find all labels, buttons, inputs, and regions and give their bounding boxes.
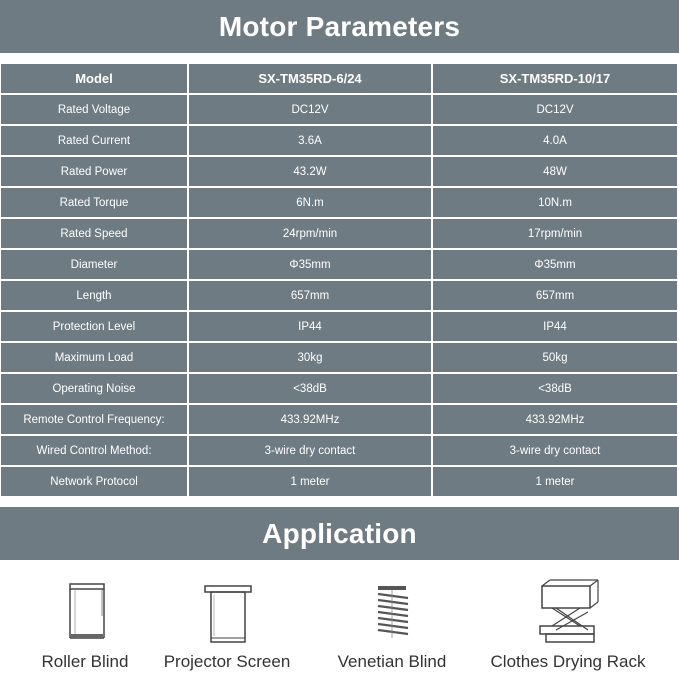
table-row <box>1 95 677 124</box>
table-row <box>1 312 677 341</box>
table-row <box>1 157 677 186</box>
application-label: Venetian Blind <box>337 652 447 671</box>
parameter-name-cell: Network Protocol <box>1 467 187 496</box>
header-cell-model: Model <box>1 64 187 93</box>
model-a-value-cell: 3.6A <box>189 126 431 155</box>
table-row <box>1 188 677 217</box>
table-row <box>1 374 677 403</box>
parameter-name-cell: Rated Current <box>1 126 187 155</box>
model-b-value-cell: 50kg <box>433 343 677 372</box>
model-b-value-cell: 1 meter <box>433 467 677 496</box>
model-a-value-cell: 657mm <box>189 281 431 310</box>
model-a-value-cell: <38dB <box>189 374 431 403</box>
model-a-value-cell: Φ35mm <box>189 250 431 279</box>
model-b-value-cell: DC12V <box>433 95 677 124</box>
application-label: Projector Screen <box>163 652 291 671</box>
model-b-value-cell: 433.92MHz <box>433 405 677 434</box>
model-a-value-cell: DC12V <box>189 95 431 124</box>
model-b-value-cell: 17rpm/min <box>433 219 677 248</box>
clothes-drying-rack-icon <box>483 576 653 648</box>
parameter-name-cell: Maximum Load <box>1 343 187 372</box>
parameter-name-cell: Diameter <box>1 250 187 279</box>
table-row <box>1 436 677 465</box>
table-row <box>1 126 677 155</box>
model-b-value-cell: 48W <box>433 157 677 186</box>
table-body <box>1 95 677 496</box>
parameter-name-cell: Rated Voltage <box>1 95 187 124</box>
header-cell-model-a: SX-TM35RD-6/24 <box>189 64 431 93</box>
application-item-projector-screen <box>142 570 312 674</box>
model-a-value-cell: 30kg <box>189 343 431 372</box>
application-item-venetian-blind <box>307 570 477 674</box>
table-row <box>1 281 677 310</box>
parameter-name-cell: Operating Noise <box>1 374 187 403</box>
table-row <box>1 343 677 372</box>
projector-screen-icon <box>142 576 312 648</box>
parameter-name-cell: Rated Speed <box>1 219 187 248</box>
table-row <box>1 219 677 248</box>
parameter-name-cell: Remote Control Frequency: <box>1 405 187 434</box>
model-b-value-cell: <38dB <box>433 374 677 403</box>
table-row <box>1 250 677 279</box>
header-cell-model-b: SX-TM35RD-10/17 <box>433 64 677 93</box>
application-list <box>0 570 679 674</box>
model-b-value-cell: 3-wire dry contact <box>433 436 677 465</box>
parameter-name-cell: Rated Torque <box>1 188 187 217</box>
model-a-value-cell: 6N.m <box>189 188 431 217</box>
application-item-clothes-drying-rack <box>483 570 653 674</box>
table-row <box>1 405 677 434</box>
parameter-name-cell: Wired Control Method: <box>1 436 187 465</box>
model-a-value-cell: 1 meter <box>189 467 431 496</box>
model-b-value-cell: 4.0A <box>433 126 677 155</box>
application-label: Clothes Drying Rack <box>490 652 646 671</box>
application-title: Application <box>0 507 679 560</box>
motor-parameters-title: Motor Parameters <box>0 0 679 53</box>
parameter-name-cell: Length <box>1 281 187 310</box>
model-a-value-cell: 433.92MHz <box>189 405 431 434</box>
table-header-row <box>1 64 677 93</box>
model-a-value-cell: IP44 <box>189 312 431 341</box>
parameter-name-cell: Protection Level <box>1 312 187 341</box>
model-b-value-cell: Φ35mm <box>433 250 677 279</box>
venetian-blind-icon <box>307 576 477 648</box>
table-row <box>1 467 677 496</box>
motor-parameters-table <box>1 64 677 498</box>
application-label: Roller Blind <box>41 652 129 671</box>
model-a-value-cell: 3-wire dry contact <box>189 436 431 465</box>
model-b-value-cell: 10N.m <box>433 188 677 217</box>
model-a-value-cell: 24rpm/min <box>189 219 431 248</box>
model-a-value-cell: 43.2W <box>189 157 431 186</box>
parameter-name-cell: Rated Power <box>1 157 187 186</box>
model-b-value-cell: 657mm <box>433 281 677 310</box>
model-b-value-cell: IP44 <box>433 312 677 341</box>
